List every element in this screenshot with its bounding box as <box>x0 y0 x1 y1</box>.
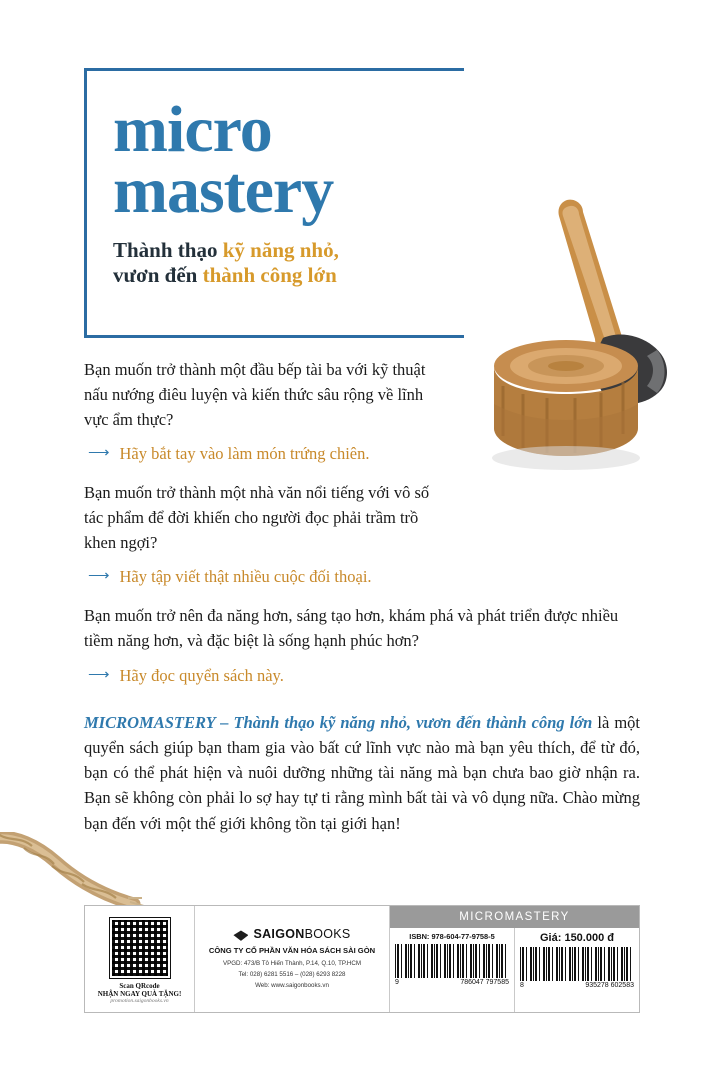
arrow-right-icon: ⟶ <box>88 568 110 585</box>
qr-section <box>85 906 195 1012</box>
publisher-logo <box>233 927 350 941</box>
body-copy <box>84 358 640 852</box>
bullet-2 <box>88 565 640 590</box>
publisher-logo-name-2: BOOKS <box>304 927 351 942</box>
isbn-digit-right: 786047 797585 <box>460 979 509 986</box>
bullet-1 <box>88 442 640 467</box>
price-label: Giá: 150.000 đ <box>540 932 614 944</box>
publisher-company: CÔNG TY CỔ PHẦN VĂN HÓA SÁCH SÀI GÒN <box>208 946 376 956</box>
price-digit-left: 8 <box>520 982 524 989</box>
publisher-section <box>195 906 390 1012</box>
price-cell <box>514 928 639 1012</box>
isbn-digit-left: 9 <box>395 979 399 986</box>
price-digits <box>520 982 634 989</box>
bullet-2-label: Hãy tập viết thật nhiều cuộc đối thoại. <box>119 567 372 587</box>
publisher-address: VPGD: 473/B Tô Hiến Thành, P.14, Q.10, TP.HCM <box>222 959 362 967</box>
subtitle-accent-2: thành công lớn <box>202 263 337 288</box>
paragraph-3: Bạn muốn trở nên đa năng hơn, sáng tạo hơn, khám phá và phát triển được nhiều tiềm năng hơn, và đặc biệt là sống hạnh phúc hơn? <box>84 606 619 650</box>
book-title-line-1: micro <box>113 93 272 166</box>
closing-lead: MICROMASTERY – Thành thạo kỹ năng nhỏ, vươn đến thành công lớn <box>84 713 593 733</box>
barcode-row <box>390 928 639 1012</box>
closing-paragraph <box>84 710 640 835</box>
saigonbooks-logo-icon <box>233 928 248 941</box>
bullet-3-label: Hãy đọc quyển sách này. <box>119 665 284 685</box>
qr-caption-2: NHẬN NGAY QUÀ TẶNG! <box>97 990 182 998</box>
qr-code-icon[interactable] <box>110 918 170 978</box>
price-digit-right: 935278 602583 <box>585 982 634 989</box>
paragraph-1: Bạn muốn trở thành một đầu bếp tài ba với kỹ thuật nấu nướng điêu luyện và kiến thức sâu rộng về lĩnh vực ẩm thực? <box>84 360 426 429</box>
paragraph-2: Bạn muốn trở thành một nhà văn nổi tiếng với vô số tác phẩm để đời khiến cho người đọc phải trầm trồ khen ngợi? <box>84 483 430 552</box>
bullet-1-label: Hãy bắt tay vào làm món trứng chiên. <box>119 444 370 464</box>
footer-title-bar: MICROMASTERY <box>390 906 639 928</box>
publisher-logo-name-1: SAIGON <box>253 927 305 942</box>
footer-barcode-strip <box>84 905 640 1013</box>
isbn-cell <box>390 928 514 1012</box>
bullet-3 <box>88 664 640 689</box>
arrow-right-icon: ⟶ <box>88 445 110 462</box>
book-subtitle <box>113 238 463 289</box>
book-title-line-2: mastery <box>113 154 334 228</box>
publisher-logo-name <box>253 927 350 941</box>
isbn-barcode-icon <box>395 944 509 978</box>
subtitle-text-2: vươn đến <box>113 263 203 288</box>
subtitle-text-1: Thành thạo <box>113 237 223 262</box>
title-inner <box>113 93 463 289</box>
isbn-label: ISBN: 978-604-77-9758-5 <box>409 932 495 941</box>
closing-rest: là một quyển sách giúp bạn tham gia vào bất cứ lĩnh vực nào mà bạn yêu thích, để từ đó, bạn có thể phát hiện và nuôi dưỡng những tài năng mà bạn chưa bao giờ nhận ra. Bạn sẽ không còn phải lo sợ hay tự ti rằng mình bất tài và vô dụng nữa. Chào mừng bạn đến với một thế giới không tồn tại giới hạn! <box>84 713 640 833</box>
isbn-digits <box>395 979 509 986</box>
publisher-phone: Tel: 028) 6281 5516 – (028) 6293 8228 <box>238 970 346 978</box>
barcode-section <box>390 906 639 1012</box>
subtitle-accent-1: kỹ năng nhỏ, <box>222 237 339 262</box>
publisher-web: Web: www.saigonbooks.vn <box>255 982 329 990</box>
arrow-right-icon: ⟶ <box>88 666 110 683</box>
title-block <box>84 68 464 338</box>
qr-caption-1: Scan QRcode <box>119 982 160 990</box>
price-barcode-icon <box>520 947 634 981</box>
qr-caption-3: promotion.saigonbooks.vn <box>110 998 169 1004</box>
